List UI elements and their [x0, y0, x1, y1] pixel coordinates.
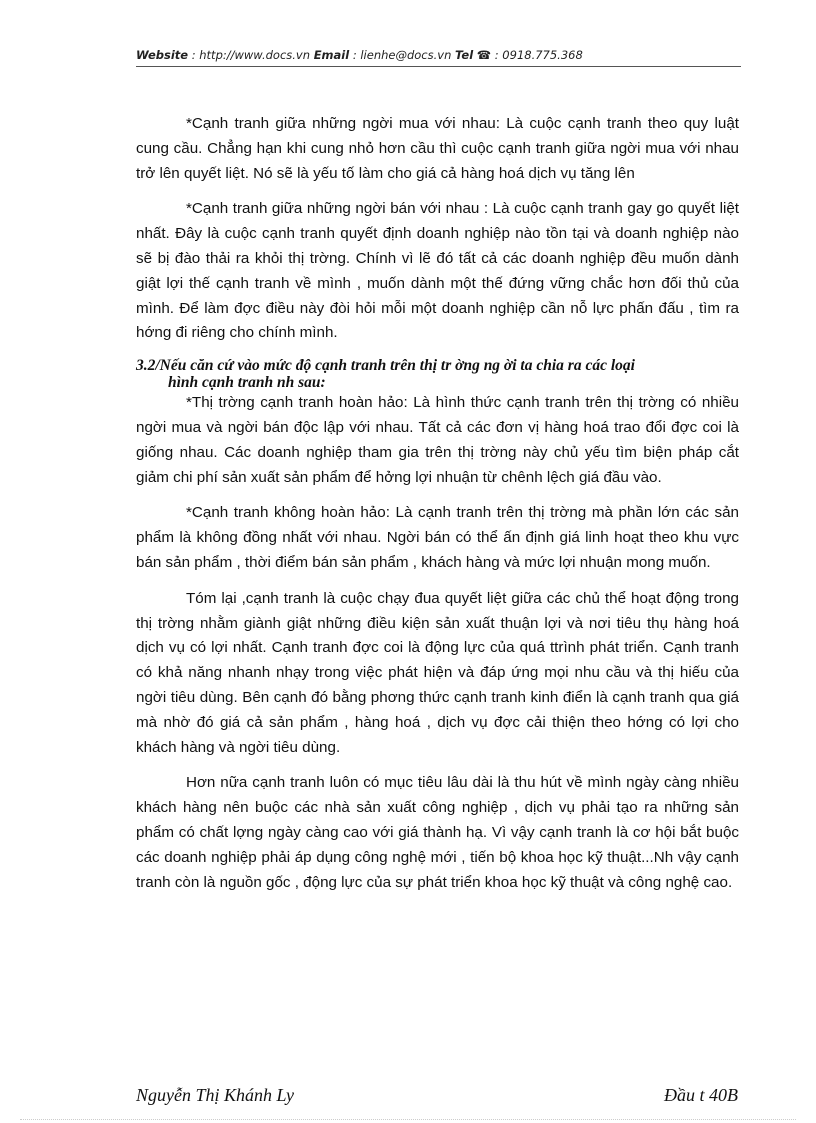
website-label: Website — [136, 48, 189, 62]
page-header — [136, 48, 741, 62]
paragraph: Hơn nữa cạnh tranh luôn có mục tiêu lâu dài là thu hút về mình ngày càng nhiều khách hàng nên buộc các nhà sản xuất công nghiệp , dịch vụ phải tạo ra những sản phẩm có chất lợng ngày càng cao với giá thành hạ. Vì vậy cạnh tranh là cơ hội bắt buộc các doanh nghiệp phải áp dụng công nghệ mới , tiến bộ khoa học kỹ thuật...Nh vậy cạnh tranh còn là nguồn gốc , động lực của sự phát triển khoa học kỹ thuật và công nghệ cao. — [136, 774, 739, 891]
tel-label: Tel — [455, 48, 474, 62]
footer-author: Nguyễn Thị Khánh Ly — [136, 1085, 294, 1105]
document-body — [136, 112, 739, 906]
section-heading — [136, 357, 739, 391]
email-label: Email — [313, 48, 350, 62]
email-value[interactable]: : lienhe@docs.vn — [349, 48, 456, 62]
paragraph: Tóm lại ,cạnh tranh là cuộc chạy đua quyết liệt giữa các chủ thể hoạt động trong thị trờng nhằm giành giật những điều kiện sản xuất thuận lợi và nơi tiêu thụ hàng hoá dịch vụ có lợi nhất. Cạnh tranh đợc coi là động lực của quá ttrình phát triển. Cạnh tranh có khả năng nhanh nhạy trong việc phát hiện và đáp ứng mọi nhu cầu và thị hiếu của ngời tiêu dùng. Bên cạnh đó bằng phơng thức cạnh tranh kinh điển là cạnh tranh qua giá mà nhờ đó giá cả sản phẩm , hàng hoá , dịch vụ đợc cải thiện theo hớng có lợi cho khách hàng và ngời tiêu dùng. — [136, 589, 739, 756]
paragraph: *Cạnh tranh không hoàn hảo: Là cạnh tranh trên thị trờng mà phần lớn các sản phẩm là không đồng nhất với nhau. Ngời bán có thể ấn định giá linh hoạt theo khu vực bán sản phẩm , thời điểm bán sản phẩm , khách hàng và mức lợi nhuận mong muốn. — [136, 504, 739, 571]
header-divider — [136, 66, 741, 67]
paragraph: *Cạnh tranh giữa những ngời bán với nhau : Là cuộc cạnh tranh gay go quyết liệt nhất. Đây là cuộc cạnh tranh quyết định doanh nghiệp nào tồn tại và doanh nghiệp nào sẽ bị đào thải ra khỏi thị trờng. Chính vì lẽ đó tất cả các doanh nghiệp đều muốn dành giật lợi thế cạnh tranh về mình , muốn dành một thế đứng vững chắc hơn đối thủ của mình. Để làm đợc điều này đòi hỏi mỗi một doanh nghiệp cần nỗ lực phấn đấu , tìm ra hớng đi riêng cho chính mình. — [136, 200, 739, 342]
footer-class-code: Đầu t 40B — [664, 1085, 738, 1105]
section-heading-line2: hình cạnh tranh nh sau: — [168, 374, 326, 392]
phone-icon: ☎ — [476, 48, 492, 62]
paragraph: *Cạnh tranh giữa những ngời mua với nhau: Là cuộc cạnh tranh theo quy luật cung cầu. Chẳng hạn khi cung nhỏ hơn cầu thì cuộc cạnh tranh giữa ngời mua với nhau trở lên quyết liệt. Nó sẽ là yếu tố làm cho giá cả hàng hoá dịch vụ tăng lên — [136, 115, 739, 182]
tel-value: : 0918.775.368 — [491, 48, 583, 62]
paragraph: *Thị trờng cạnh tranh hoàn hảo: Là hình thức cạnh tranh trên thị trờng có nhiều ngời mua và ngời bán độc lập với nhau. Tất cả các đơn vị hàng hoá trao đổi đợc coi là giống nhau. Các doanh nghiệp tham gia trên thị trờng này chủ yếu tìm biện pháp cắt giảm chi phí sản xuất sản phẩm để hởng lợi nhuận từ chênh lệch giá đầu vào. — [136, 394, 739, 486]
page-bottom-divider — [20, 1119, 796, 1120]
website-value[interactable]: : http://www.docs.vn — [188, 48, 314, 62]
section-heading-line1: 3.2/Nếu căn cứ vào mức độ cạnh tranh trên thị tr ờng ng ời ta chia ra các loại — [136, 357, 635, 375]
